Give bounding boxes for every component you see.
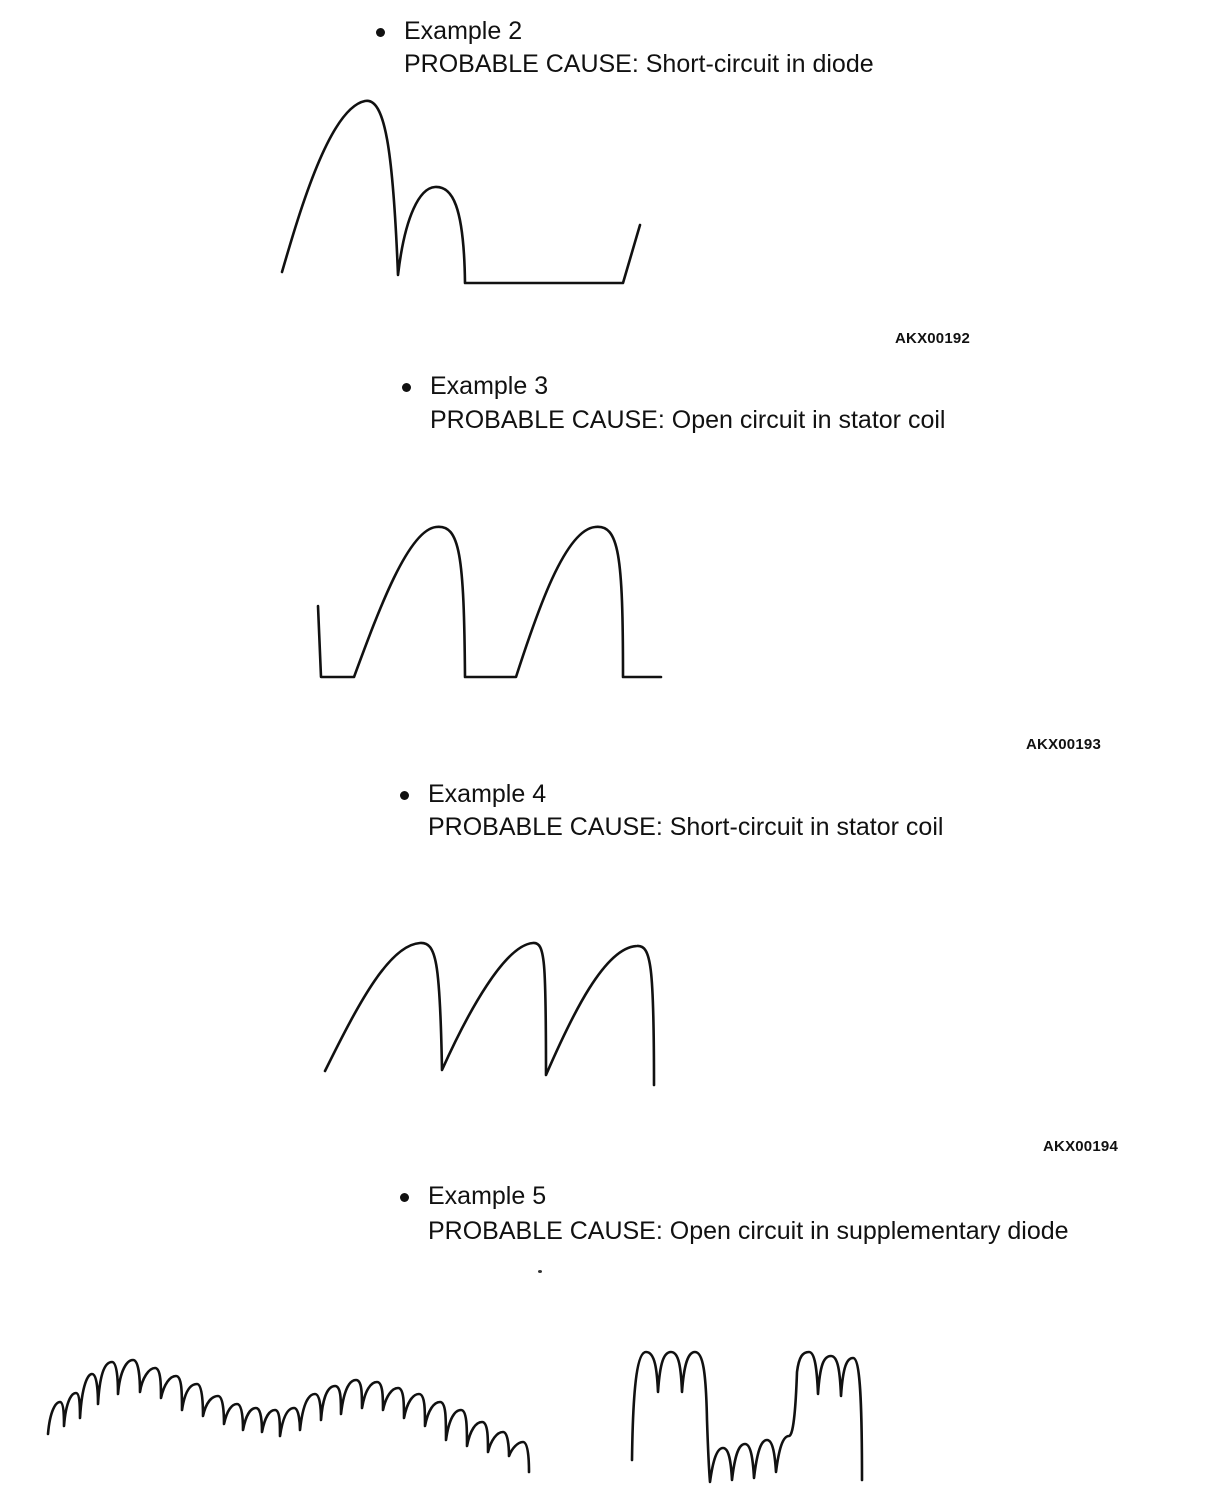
example-5-left-waveform — [48, 1360, 529, 1472]
example-2-title: Example 2 — [404, 17, 523, 45]
example-5-right-waveform — [632, 1352, 862, 1482]
example-5-left-trace — [48, 1360, 529, 1472]
example-3-title: Example 3 — [430, 372, 549, 400]
example-3-figure-code: AKX00193 — [1026, 736, 1101, 753]
example-3-cause: PROBABLE CAUSE: Open circuit in stator coil — [430, 406, 946, 434]
example-3-trace — [318, 527, 661, 677]
example-3-waveform — [318, 527, 661, 677]
example-2-cause: PROBABLE CAUSE: Short-circuit in diode — [404, 50, 874, 78]
example-5-right-trace — [632, 1352, 862, 1482]
example-4-waveform — [325, 943, 654, 1085]
example-5-cause: PROBABLE CAUSE: Open circuit in supplementary diode — [428, 1217, 1069, 1245]
example-5-title: Example 5 — [428, 1182, 547, 1210]
example-2-trace — [282, 101, 640, 283]
example-4-title: Example 4 — [428, 780, 547, 808]
example-4-trace — [325, 943, 654, 1085]
example-2-figure-code: AKX00192 — [895, 330, 970, 347]
example-4-cause: PROBABLE CAUSE: Short-circuit in stator coil — [428, 813, 944, 841]
example-2-waveform — [282, 101, 640, 283]
example-4-figure-code: AKX00194 — [1043, 1138, 1118, 1155]
